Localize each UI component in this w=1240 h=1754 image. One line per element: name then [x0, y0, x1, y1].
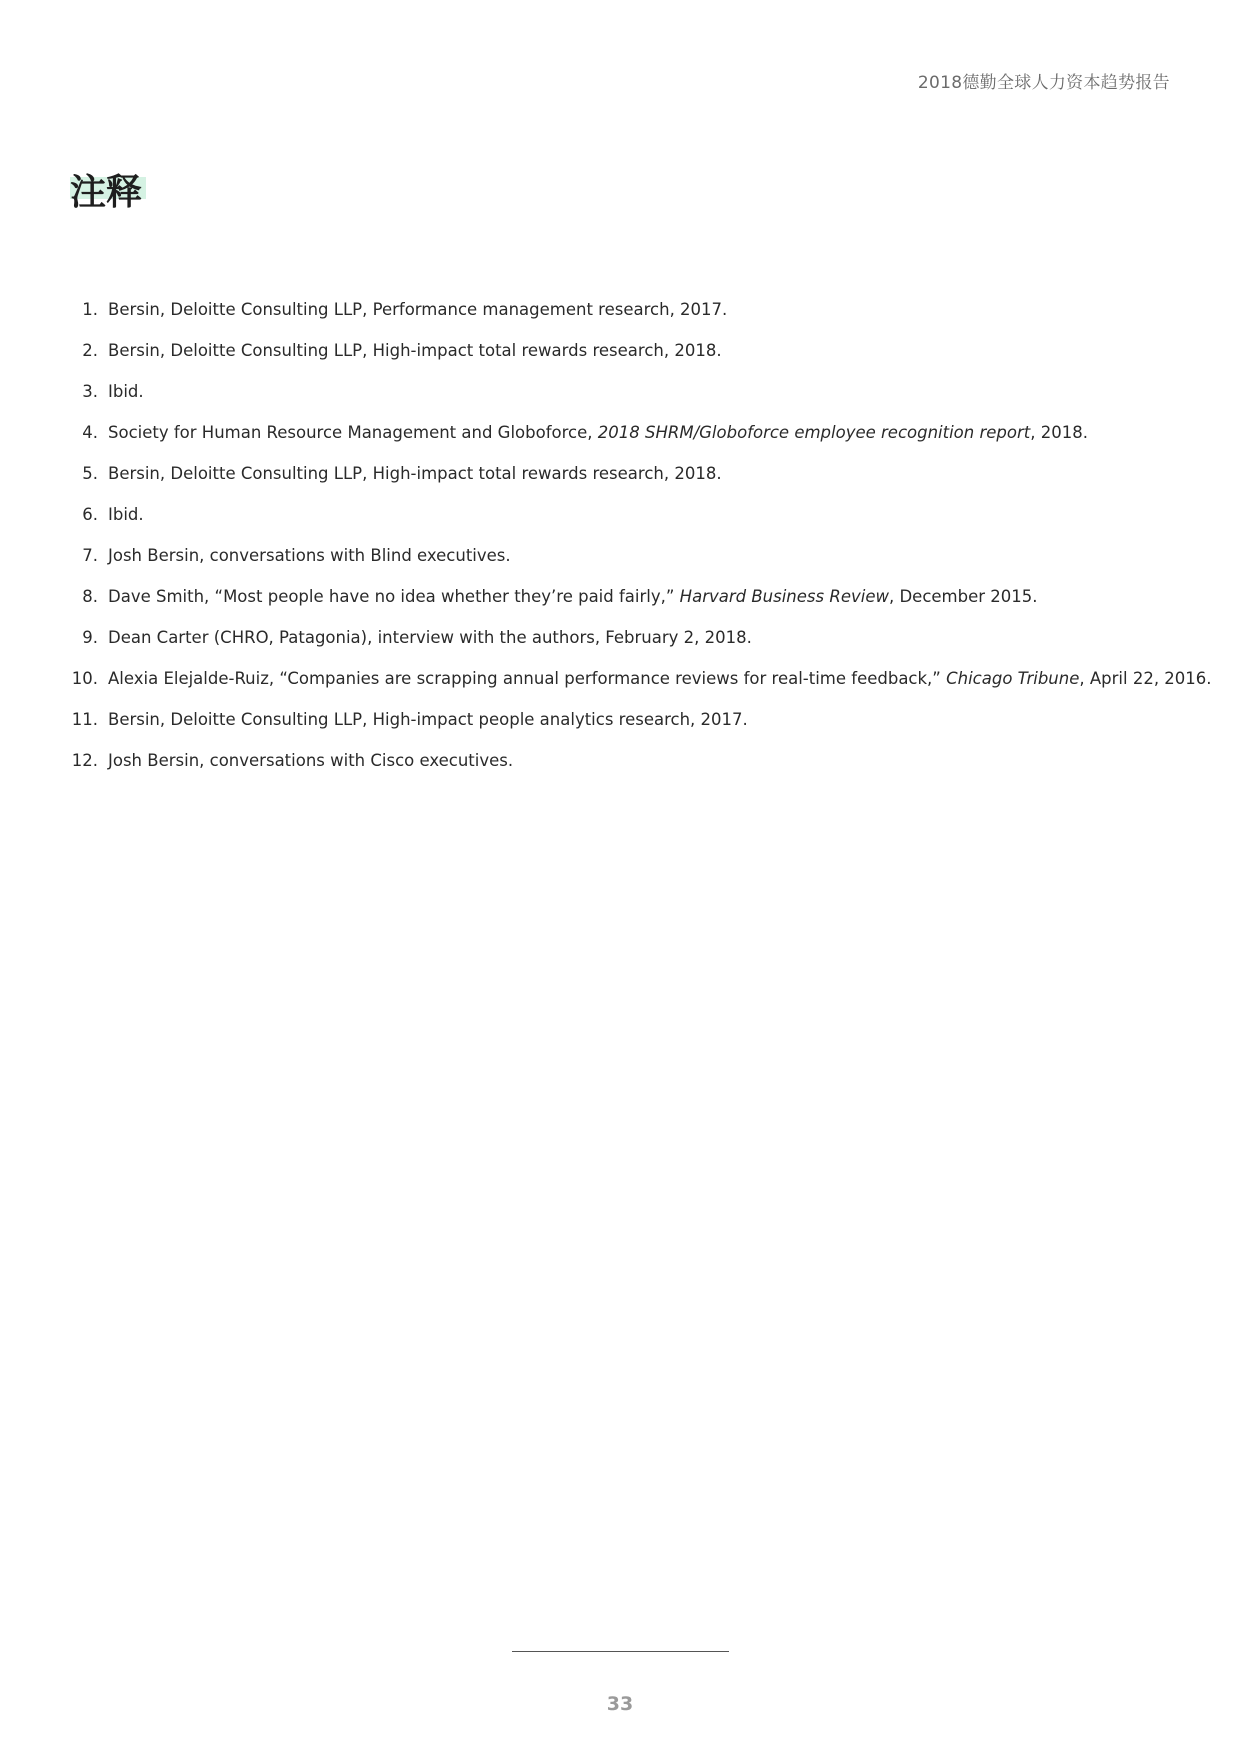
- note-text-segment: Josh Bersin, conversations with Cisco executives.: [108, 751, 514, 770]
- notes-list: [70, 300, 1212, 792]
- note-number: 11.: [71, 710, 98, 729]
- note-text-segment: Bersin, Deloitte Consulting LLP, Performance management research, 2017.: [108, 300, 728, 319]
- running-header: 2018德勤全球人力资本趋势报告: [917, 73, 1170, 93]
- note-number: 1.: [82, 300, 98, 319]
- note-item: [70, 423, 1180, 464]
- note-text-segment: Dean Carter (CHRO, Patagonia), interview with the authors, February 2, 2018.: [108, 628, 752, 647]
- note-number: 12.: [71, 751, 98, 770]
- note-text-segment: Bersin, Deloitte Consulting LLP, High-impact people analytics research, 2017.: [108, 710, 748, 729]
- note-number: 3.: [82, 382, 98, 401]
- note-number: 5.: [82, 464, 98, 483]
- note-item: [70, 300, 1180, 341]
- note-text-segment: , 2018.: [1030, 423, 1088, 442]
- note-text: [108, 300, 727, 341]
- note-text-segment: Bersin, Deloitte Consulting LLP, High-impact total rewards research, 2018.: [108, 464, 722, 483]
- note-text: [108, 751, 513, 792]
- note-item: [70, 751, 1180, 792]
- note-text: [108, 546, 511, 587]
- note-text-segment: Ibid.: [108, 505, 144, 524]
- note-title-italic: Chicago Tribune: [946, 669, 1080, 688]
- note-title-italic: 2018 SHRM/Globoforce employee recognition report: [597, 423, 1031, 442]
- section-title: 注释: [70, 172, 143, 213]
- note-text: [108, 341, 722, 382]
- note-item: [70, 341, 1180, 382]
- note-text-segment: Alexia Elejalde-Ruiz, “Companies are scrapping annual performance reviews for real-time feedback,”: [108, 669, 947, 688]
- note-text: [108, 505, 144, 546]
- note-title-italic: Harvard Business Review: [679, 587, 889, 606]
- note-text: [108, 587, 1038, 628]
- page-number: 33: [606, 1693, 634, 1715]
- note-item: [70, 628, 1180, 669]
- note-text: [108, 710, 748, 751]
- note-item: [70, 669, 1212, 710]
- footer-divider: [512, 1651, 729, 1652]
- note-text-segment: Dave Smith, “Most people have no idea whether they’re paid fairly,”: [108, 587, 680, 606]
- note-item: [70, 505, 1180, 546]
- note-item: [70, 546, 1180, 587]
- note-text-segment: , April 22, 2016.: [1079, 669, 1212, 688]
- note-text-segment: Bersin, Deloitte Consulting LLP, High-impact total rewards research, 2018.: [108, 341, 722, 360]
- note-number: 10.: [71, 669, 98, 688]
- note-text: [108, 423, 1088, 464]
- note-number: 4.: [82, 423, 98, 442]
- note-text: [108, 628, 752, 669]
- note-item: [70, 382, 1180, 423]
- note-text: [108, 669, 1212, 710]
- note-number: 8.: [82, 587, 98, 606]
- note-item: [70, 710, 1180, 751]
- note-text-segment: , December 2015.: [888, 587, 1038, 606]
- note-item: [70, 587, 1180, 628]
- section-title-block: [70, 172, 143, 213]
- note-text-segment: Society for Human Resource Management and Globoforce,: [108, 423, 598, 442]
- note-text-segment: Ibid.: [108, 382, 144, 401]
- note-number: 9.: [82, 628, 98, 647]
- note-text: [108, 464, 722, 505]
- note-number: 2.: [82, 341, 98, 360]
- note-text-segment: Josh Bersin, conversations with Blind executives.: [108, 546, 511, 565]
- note-number: 6.: [82, 505, 98, 524]
- note-item: [70, 464, 1180, 505]
- note-text: [108, 382, 144, 423]
- note-number: 7.: [82, 546, 98, 565]
